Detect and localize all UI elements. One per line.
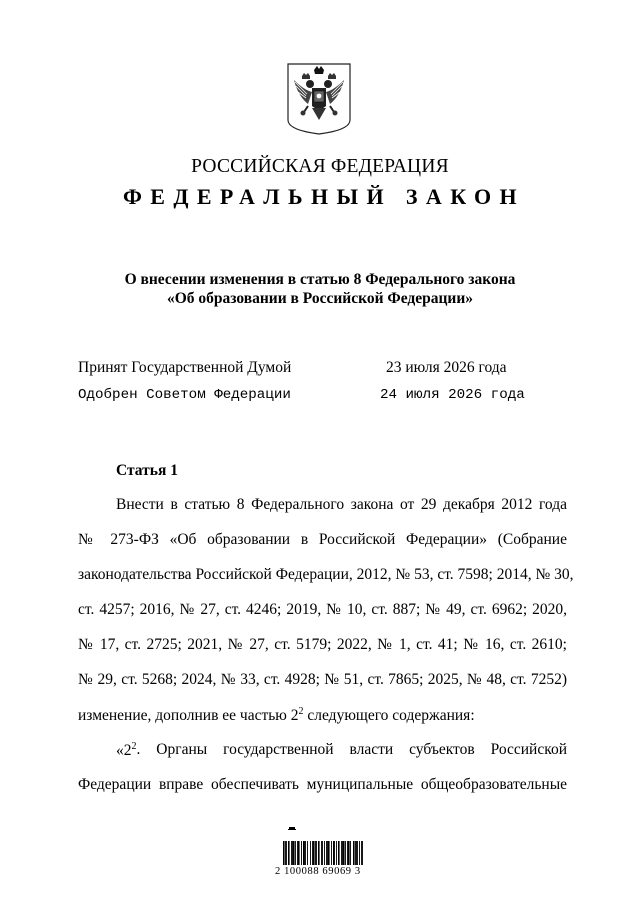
barcode-bar [342, 841, 343, 865]
barcode-bar [310, 841, 311, 865]
barcode-bar [357, 841, 358, 865]
superscript: 2 [298, 706, 304, 717]
article-text-line: № 17, ст. 2725; 2021, № 27, ст. 5179; 2022, № 1, ст. 41; № 16, ст. 2610; [78, 636, 567, 653]
article-text-line-with-superscript [78, 706, 475, 725]
barcode-bar [301, 841, 302, 865]
barcode-number: 2 100088 69069 3 [275, 866, 361, 877]
text-fragment: следующего содержания: [303, 707, 475, 725]
barcode-bar [318, 841, 320, 865]
barcode-bar [293, 841, 295, 865]
law-subject-line-2: «Об образовании в Российской Федерации» [166, 290, 474, 307]
barcode-bar [313, 841, 315, 865]
barcode-bar [338, 841, 340, 865]
barcode-bar [334, 841, 335, 865]
barcode-bar [315, 841, 316, 865]
barcode-bar [341, 841, 342, 865]
coat-of-arms-emblem [286, 62, 352, 136]
barcode-bar [361, 841, 362, 865]
barcode-bar [348, 841, 350, 865]
barcode-bar [307, 841, 308, 865]
article-text-line: № 273-ФЗ «Об образовании в Российской Федерации» (Собрание [78, 531, 567, 548]
superscript: 2 [131, 741, 137, 752]
barcode-bar [324, 841, 325, 865]
document-type-title: ФЕДЕРАЛЬНЫЙ ЗАКОН [122, 184, 526, 209]
barcode-bar [326, 841, 327, 865]
barcode-bar [285, 841, 286, 865]
quote-text: . Органы государственной власти субъектов Российской [136, 741, 567, 758]
article-text-line: Внести в статью 8 Федерального закона от 29 декабря 2012 года [116, 496, 567, 513]
barcode-bar [297, 841, 298, 865]
barcode-bar [322, 841, 323, 865]
barcode-bar [305, 841, 306, 865]
barcode-bar [292, 841, 293, 865]
barcode-bar [321, 841, 322, 865]
barcode-bar [350, 841, 351, 865]
barcode-bar [343, 841, 345, 865]
duma-adoption-date: 23 июля 2026 года [386, 359, 507, 376]
barcode-bar [304, 841, 305, 865]
quote-open: «2 [116, 742, 132, 760]
barcode-bar [347, 841, 348, 865]
barcode-bar [345, 841, 346, 865]
barcode-bar [288, 841, 290, 865]
council-approval-label: Одобрен Советом Федерации [78, 387, 291, 403]
article-heading: Статья 1 [116, 462, 178, 479]
barcode [282, 826, 364, 866]
barcode-bar [353, 841, 355, 865]
barcode-bar [328, 841, 330, 865]
barcode-bar [362, 841, 363, 865]
law-subject [70, 270, 570, 308]
barcode-bar [298, 841, 300, 865]
text-fragment: изменение, дополнив ее частью 2 [78, 707, 299, 725]
barcode-bar [356, 841, 357, 865]
article-text-line: ст. 4257; 2016, № 27, ст. 4246; 2019, № 10, ст. 887; № 49, ст. 6962; 2020, [78, 601, 567, 618]
barcode-bar [355, 841, 356, 865]
law-subject-line-1: О внесении изменения в статью 8 Федерального закона [124, 271, 516, 288]
council-approval-date: 24 июля 2026 года [380, 387, 525, 403]
barcode-bar [331, 841, 332, 865]
article-text-line: № 29, ст. 5268; 2024, № 33, ст. 4928; № 51, ст. 7865; 2025, № 48, ст. 7252) [78, 671, 567, 688]
barcode-bar [336, 841, 337, 865]
barcode-bar [291, 841, 292, 865]
barcode-bar [295, 841, 296, 865]
quote-number [116, 741, 137, 760]
barcode-bar [359, 841, 360, 865]
barcode-bar [316, 841, 317, 865]
duma-adoption-label: Принят Государственной Думой [78, 359, 292, 376]
quoted-part-line-1 [116, 741, 567, 760]
barcode-bar [283, 841, 285, 865]
quoted-part-line-2: Федерации вправе обеспечивать муниципальные общеобразовательные [78, 776, 567, 793]
barcode-bar [312, 841, 313, 865]
state-name: РОССИЙСКАЯ ФЕДЕРАЦИЯ [191, 156, 449, 177]
article-text-line: законодательства Российской Федерации, 2012, № 53, ст. 7598; 2014, № 30, [78, 566, 574, 583]
barcode-bar [327, 841, 328, 865]
barcode-bar [286, 841, 287, 865]
